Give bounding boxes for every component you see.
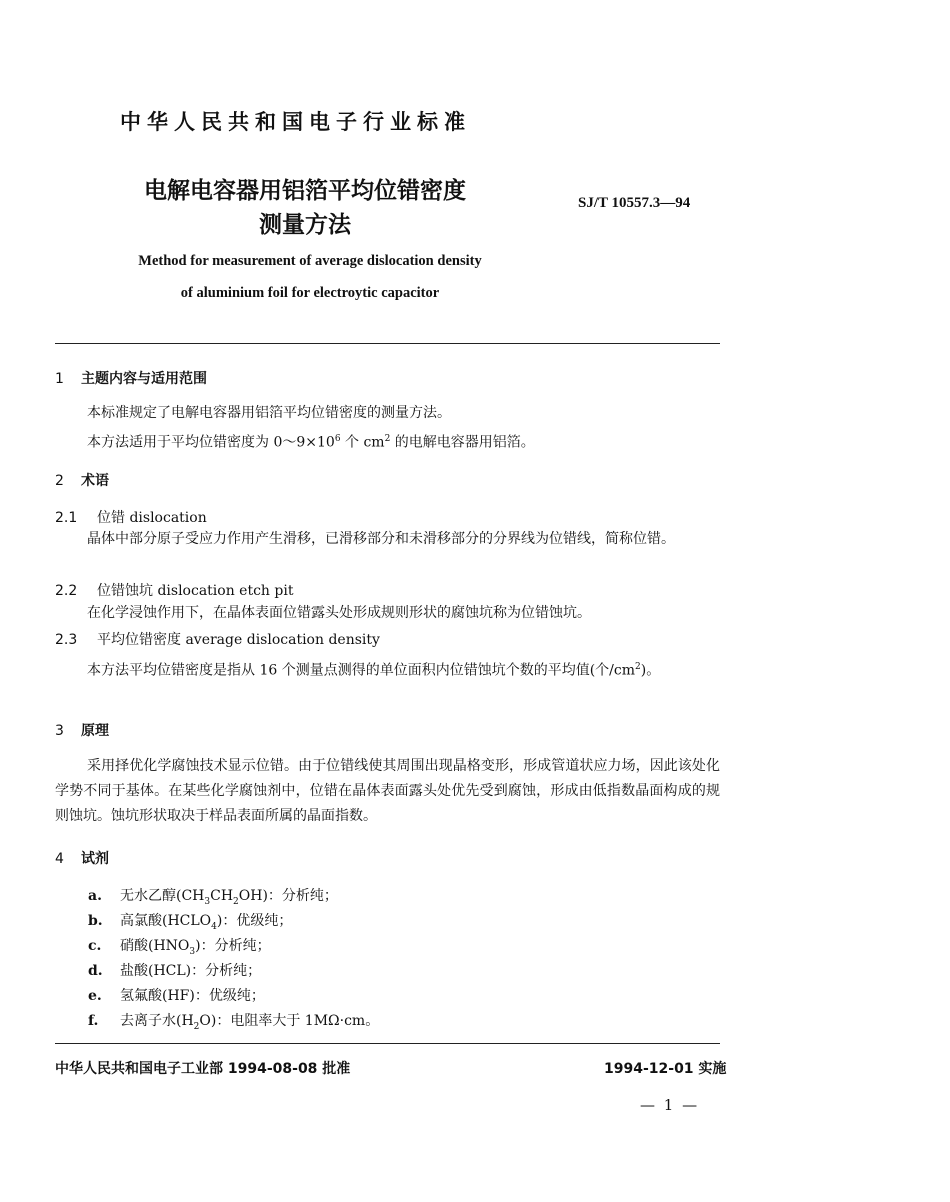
reagent-item (88, 935, 271, 957)
page-number: — 1 — (640, 1096, 700, 1114)
header-divider (55, 343, 720, 344)
list-marker: e. (88, 988, 102, 1004)
standard-code: SJ/T 10557.3—94 (578, 195, 691, 211)
text-run: 无水乙醇(CH (120, 888, 205, 904)
reagent-item (88, 985, 265, 1005)
issuing-org-header: 中华人民共和国电子行业标准 (120, 110, 471, 134)
term-2-3-heading (55, 629, 380, 649)
list-marker: a. (88, 888, 102, 904)
section-1-paragraph-1: 本标准规定了电解电容器用铝箔平均位错密度的测量方法。 (87, 405, 451, 421)
term-title: 平均位错密度 average dislocation density (97, 632, 380, 648)
section-title: 试剂 (81, 851, 109, 867)
section-number: 3 (55, 723, 64, 739)
text-run: 的电解电容器用铝箔。 (390, 434, 535, 451)
section-title: 原理 (81, 723, 109, 739)
approval-note: 中华人民共和国电子工业部 1994-08-08 批准 (55, 1061, 351, 1077)
section-1-paragraph-2 (87, 428, 535, 454)
list-marker: d. (88, 963, 103, 979)
title-cn-line1: 电解电容器用铝箔平均位错密度 (144, 178, 466, 204)
section-number: 2 (55, 473, 64, 489)
list-marker: b. (88, 913, 103, 929)
term-2-1-heading (55, 507, 207, 527)
superscript: 2 (635, 662, 641, 672)
section-3-heading (55, 720, 109, 740)
title-en-line1: Method for measurement of average dislocation density (138, 253, 482, 269)
text-run: )：优级纯； (216, 913, 293, 929)
subscript: 2 (193, 1021, 200, 1032)
subscript: 2 (233, 896, 239, 907)
section-number: 1 (55, 371, 64, 387)
section-2-heading (55, 470, 109, 490)
reagent-item (88, 910, 292, 932)
superscript: 6 (334, 434, 341, 444)
reagent-item (88, 885, 338, 907)
term-2-2-definition: 在化学浸蚀作用下，在晶体表面位错露头处形成规则形状的腐蚀坑称为位错蚀坑。 (87, 605, 591, 621)
text-run: 个 cm (340, 434, 385, 451)
term-number: 2.2 (55, 583, 78, 599)
text-run: )：分析纯； (195, 938, 271, 954)
text-run: 高氯酸(HCLO (120, 913, 212, 929)
reagent-item (88, 1010, 379, 1032)
subscript: 3 (204, 896, 211, 907)
term-2-3-definition (55, 656, 720, 682)
term-number: 2.3 (55, 632, 78, 648)
text-run: 本方法平均位错密度是指从 16 个测量点测得的单位面积内位错蚀坑个数的平均值(个/cm (87, 662, 636, 679)
text-run: 氢氟酸(HF)：优级纯； (120, 988, 265, 1004)
text-run: 盐酸(HCL)：分析纯； (120, 963, 262, 979)
term-2-2-heading (55, 580, 293, 600)
term-number: 2.1 (55, 510, 78, 526)
text-run: 本方法适用于平均位错密度为 0～9×10 (87, 434, 335, 451)
term-2-1-definition: 晶体中部分原子受应力作用产生滑移，已滑移部分和未滑移部分的分界线为位错线，简称位错。 (87, 531, 675, 547)
title-cn-line2: 测量方法 (259, 212, 351, 238)
section-number: 4 (55, 851, 64, 867)
superscript: 2 (384, 434, 391, 444)
text-run: 去离子水(H (120, 1013, 194, 1029)
term-title: 位错 dislocation (97, 510, 207, 526)
text-run: CH (210, 888, 234, 904)
subscript: 4 (211, 921, 217, 932)
implementation-date: 1994-12-01 实施 (604, 1061, 727, 1077)
list-marker: f. (88, 1013, 99, 1029)
section-title: 主题内容与适用范围 (81, 371, 207, 387)
section-3-paragraph: 采用择优化学腐蚀技术显示位错。由于位错线使其周围出现晶格变形，形成管道状应力场，因此该处化学势不同于基体。在某些化学腐蚀剂中，位错在晶体表面露头处优先受到腐蚀，形成由低指数晶面构成的规则蚀坑。蚀坑形状取决于样品表面所属的晶面指数。 (55, 758, 720, 824)
section-4-heading (55, 848, 109, 868)
section-1-heading (55, 368, 207, 388)
title-en-line2: of aluminium foil for electroytic capacitor (180, 285, 440, 301)
footer-divider (55, 1043, 720, 1044)
text-run: 硝酸(HNO (120, 938, 190, 954)
list-marker: c. (88, 938, 102, 954)
text-run: OH)：分析纯； (238, 888, 338, 904)
reagent-item (88, 960, 261, 980)
subscript: 3 (189, 946, 196, 957)
text-run: )。 (640, 662, 661, 679)
text-run: O)：电阻率大于 1MΩ·cm。 (199, 1013, 380, 1029)
term-title: 位错蚀坑 dislocation etch pit (97, 583, 294, 599)
section-title: 术语 (81, 473, 109, 489)
